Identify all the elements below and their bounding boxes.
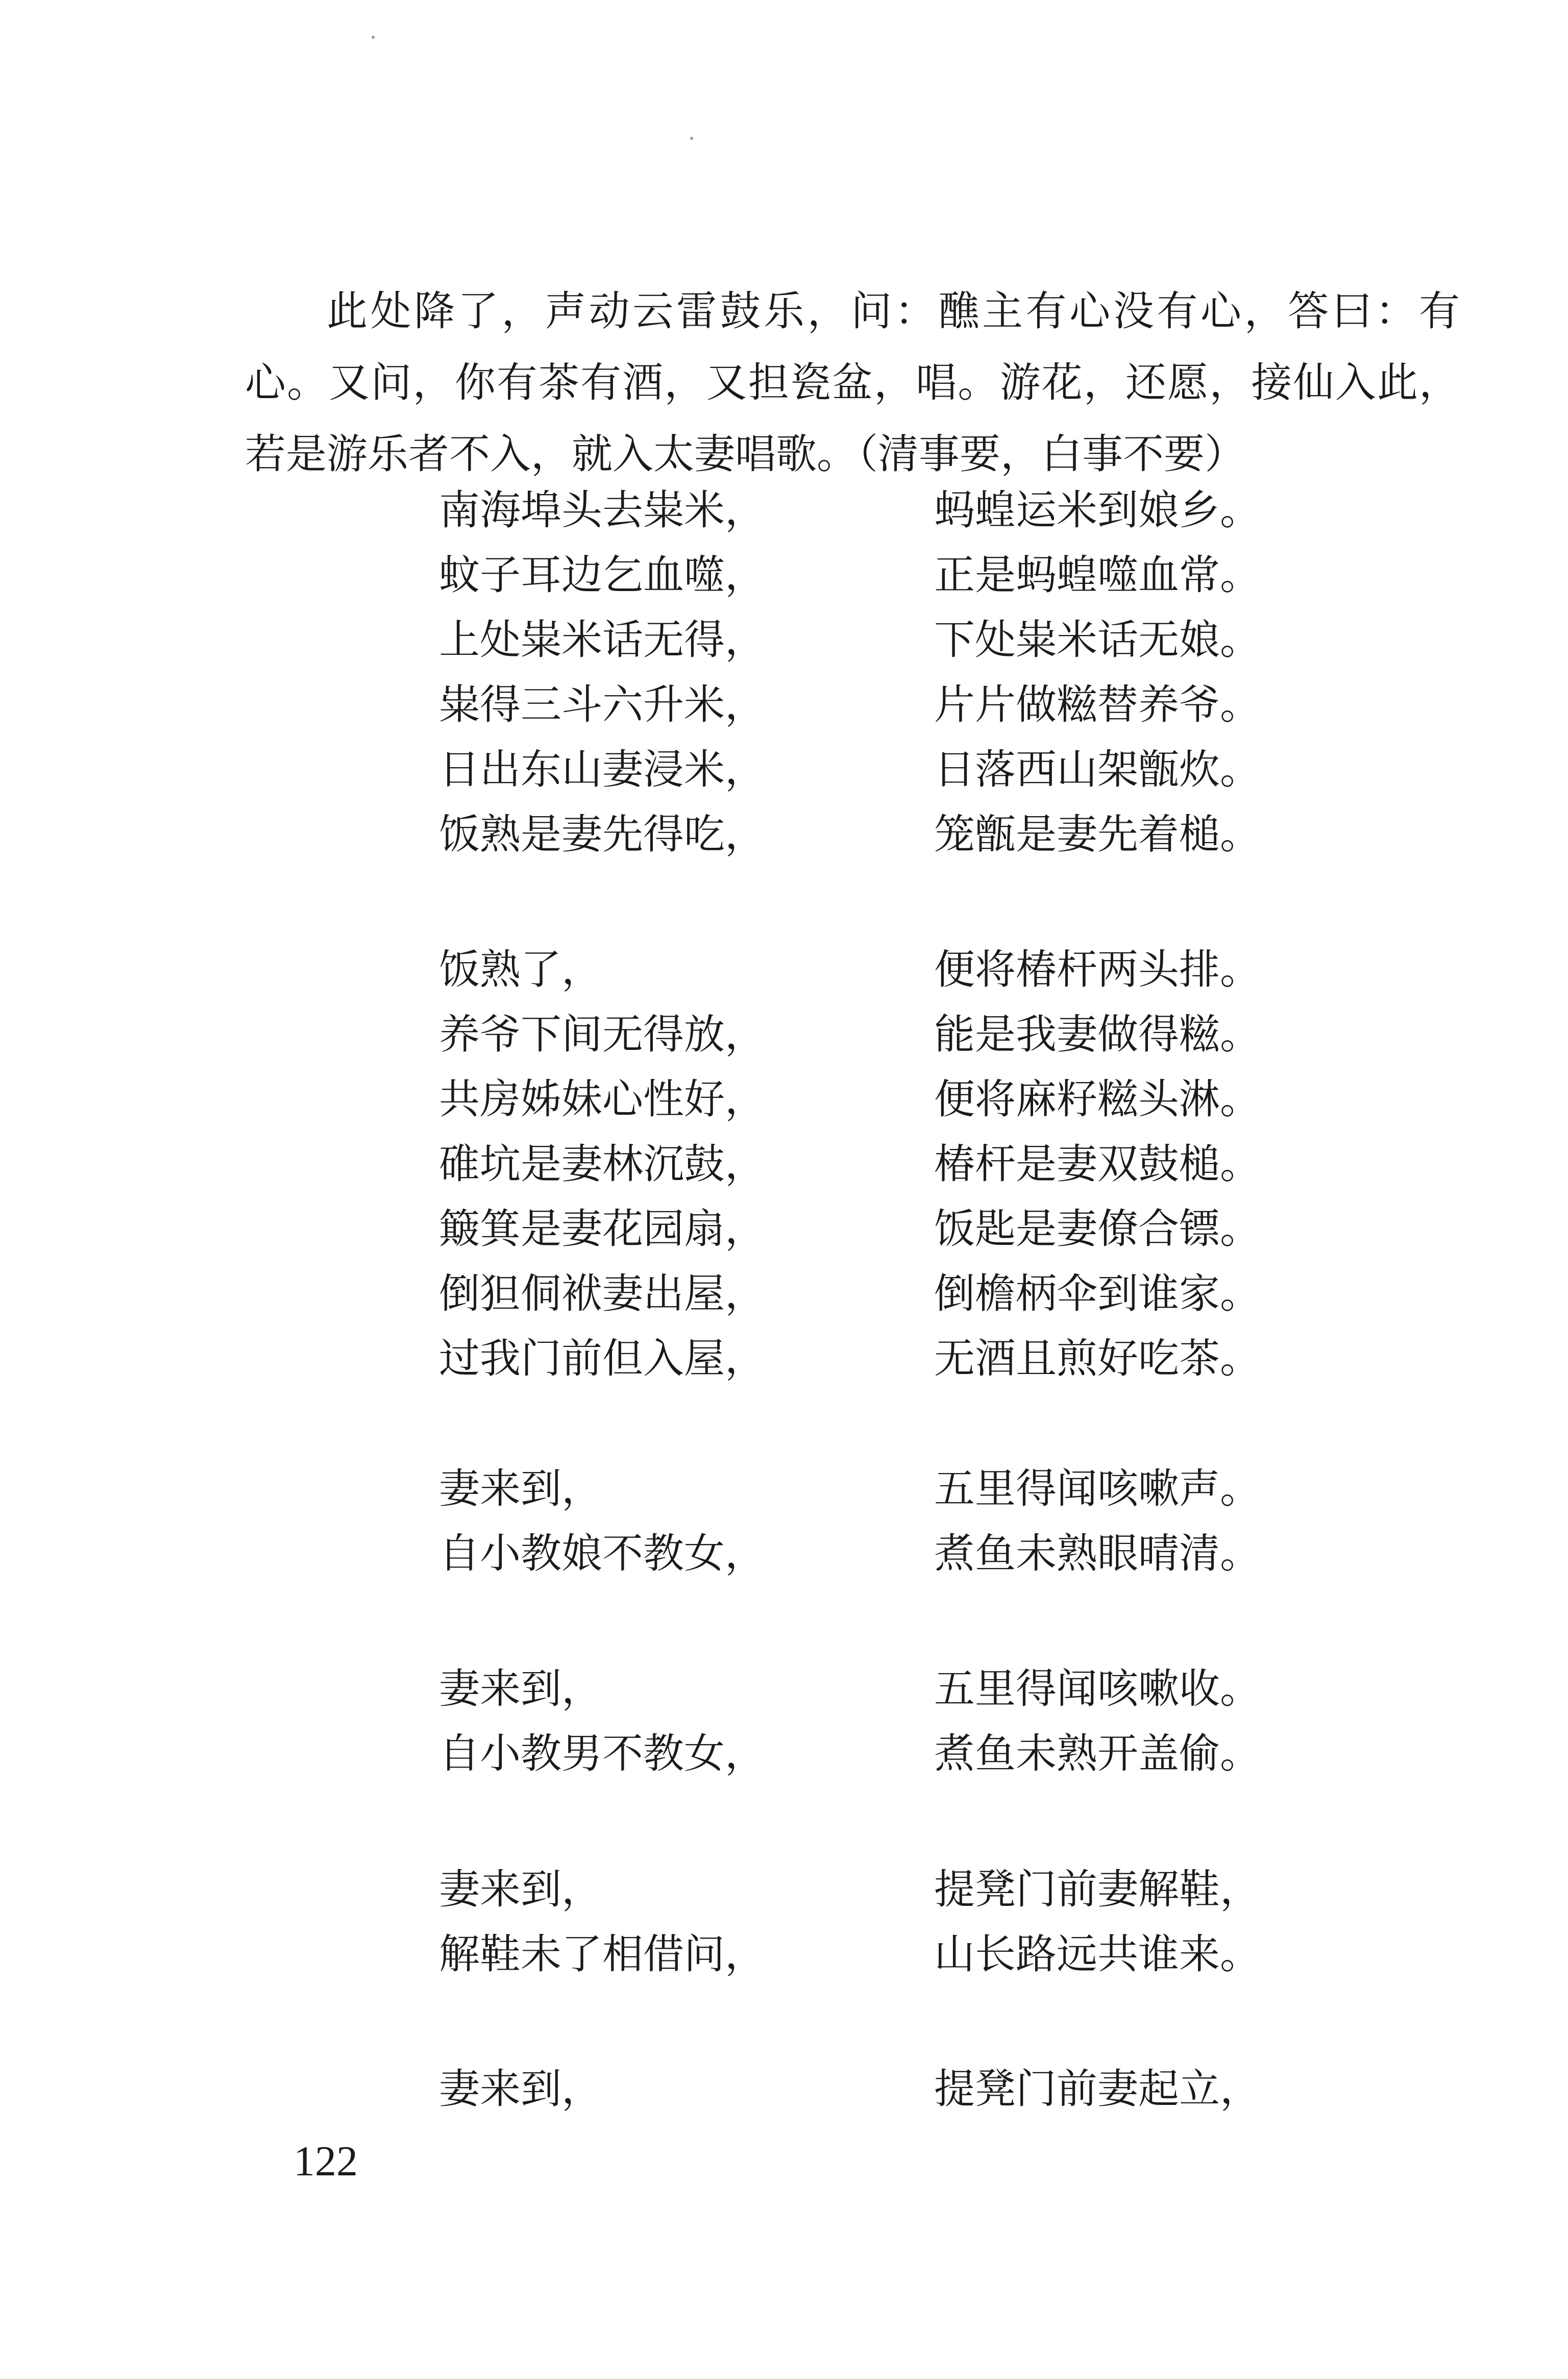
verse-right: 蚂蝗运米到娘乡。 bbox=[934, 486, 1261, 534]
verse-left: 饭熟了， bbox=[439, 946, 602, 993]
verse-left: 共房姊妹心性好， bbox=[439, 1075, 766, 1123]
verse-right: 五里得闻咳嗽声。 bbox=[934, 1465, 1261, 1512]
verse-right: 片片做糍替养爷。 bbox=[934, 681, 1261, 728]
verse-left: 自小教男不教女， bbox=[439, 1730, 766, 1777]
verse-right: 倒檐柄伞到谁家。 bbox=[934, 1270, 1261, 1317]
verse-left: 碓坑是妻林沉鼓， bbox=[439, 1140, 766, 1188]
verse-left: 妻来到， bbox=[439, 1465, 602, 1512]
verse-left: 日出东山妻浸米， bbox=[439, 746, 766, 793]
verse-right: 提凳门前妻解鞋， bbox=[934, 1866, 1261, 1913]
page-number: 122 bbox=[293, 2138, 358, 2185]
verse-left: 解鞋未了相借问， bbox=[439, 1930, 766, 1978]
verse-left: 上处粜米话无得， bbox=[439, 616, 766, 664]
verse-right: 能是我妻做得糍。 bbox=[934, 1011, 1261, 1058]
verse-right: 煮鱼未熟眼晴清。 bbox=[934, 1530, 1261, 1577]
verse-right: 便将麻籽糍头淋。 bbox=[934, 1075, 1261, 1123]
verse-left: 南海埠头去粜米， bbox=[439, 486, 766, 534]
verse-left: 自小教娘不教女， bbox=[439, 1530, 766, 1577]
verse-right: 笼甑是妻先着槌。 bbox=[934, 811, 1261, 858]
verse-right: 山长路远共谁来。 bbox=[934, 1930, 1261, 1978]
verse-left: 妻来到， bbox=[439, 2065, 602, 2113]
verse-right: 提凳门前妻起立， bbox=[934, 2065, 1261, 2113]
verse-right: 饭匙是妻僚合镖。 bbox=[934, 1205, 1261, 1253]
verse-right: 椿杆是妻双鼓槌。 bbox=[934, 1140, 1261, 1188]
verse-right: 五里得闻咳嗽收。 bbox=[934, 1665, 1261, 1712]
verse-left: 蚊子耳边乞血噬， bbox=[439, 551, 766, 599]
verse-left: 饭熟是妻先得吃， bbox=[439, 811, 766, 858]
verse-right: 日落西山架甑炊。 bbox=[934, 746, 1261, 793]
intro-paragraph: 此处降了，声动云雷鼓乐，问：醮主有心没有心，答曰：有心。又问，你有茶有酒，又担瓷盆，唱。游花，还愿，接仙入此，若是游乐者不入，就入太妻唱歌。（清事要，白事不要） bbox=[245, 287, 1460, 478]
verse-right: 煮鱼未熟开盖偷。 bbox=[934, 1730, 1261, 1777]
verse-right: 下处粜米话无娘。 bbox=[934, 616, 1261, 664]
verse-right: 无酒且煎好吃茶。 bbox=[934, 1335, 1261, 1382]
verse-left: 过我门前但入屋， bbox=[439, 1335, 766, 1382]
verse-left: 妻来到， bbox=[439, 1665, 602, 1712]
verse-right: 便将椿杆两头排。 bbox=[934, 946, 1261, 993]
verse-left: 倒狚侗袱妻出屋， bbox=[439, 1270, 766, 1317]
verse-left: 粜得三斗六升米， bbox=[439, 681, 766, 728]
verse-left: 簸箕是妻花园扇， bbox=[439, 1205, 766, 1253]
verse-left: 妻来到， bbox=[439, 1866, 602, 1913]
verse-right: 正是蚂蝗噬血常。 bbox=[934, 551, 1261, 599]
verse-left: 养爷下间无得放， bbox=[439, 1011, 766, 1058]
